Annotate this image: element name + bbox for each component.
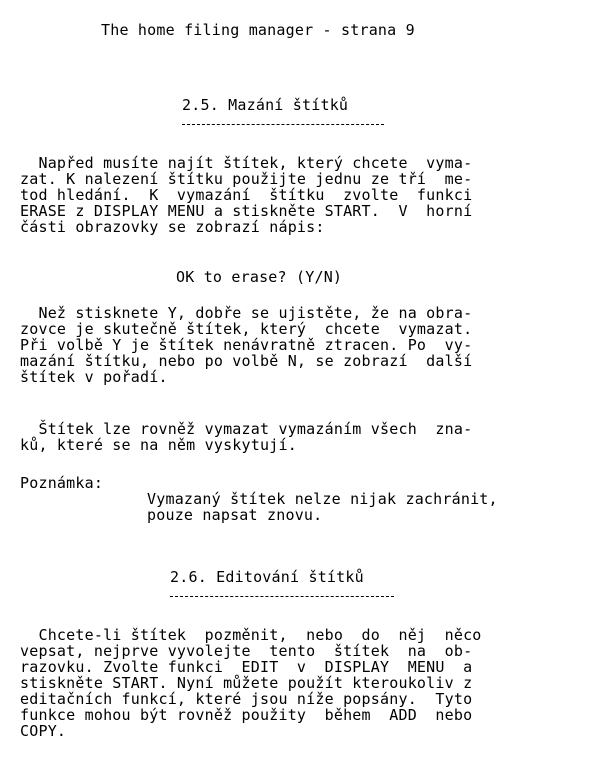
text-line: Než stisknete Y, dobře se ujistěte, že na obra- [20, 304, 473, 322]
section-title-2-6: 2.6. Editování štítků [170, 568, 364, 586]
text-line: editačních funkcí, které jsou níže popsány. Tyto [20, 690, 473, 708]
text-line: stiskněte START. Nyní můžete použít kteroukoliv z [20, 674, 473, 692]
text-line: zovce je skutečně štítek, který chcete vymazat. [20, 320, 473, 338]
section-title-2-5: 2.5. Mazání štítků [182, 96, 349, 114]
text-line: zat. K nalezení štítku použijte jednu ze tří me- [20, 170, 473, 188]
text-line: COPY. [20, 722, 67, 740]
text-line: vepsat, nejprve vyvolejte tento štítek na ob- [20, 642, 473, 660]
erase-prompt: OK to erase? (Y/N) [176, 268, 343, 286]
text-line: pouze napsat znovu. [147, 506, 323, 524]
text-line: štítek v pořadí. [20, 368, 168, 386]
text-line: Vymazaný štítek nelze nijak zachránit, [147, 490, 498, 508]
note-label: Poznámka: [20, 474, 104, 492]
text-line: Napřed musíte najít štítek, který chcete vyma- [20, 154, 473, 172]
text-line: razovku. Zvolte funkci EDIT v DISPLAY MENU a [20, 658, 473, 676]
text-line: mazání štítku, nebo po volbě N, se zobrazí další [20, 352, 473, 370]
page-header: The home filing manager - strana 9 [101, 21, 415, 39]
section-title-underline [182, 124, 384, 125]
text-line: Při volbě Y je štítek nenávratně ztracen. Po vy- [20, 336, 473, 354]
text-line: Štítek lze rovněž vymazat vymazáním všech zna- [20, 420, 473, 438]
text-line: ků, které se na něm vyskytují. [20, 436, 297, 454]
text-line: části obrazovky se zobrazí nápis: [20, 218, 325, 236]
text-line: Chcete-li štítek pozměnit, nebo do něj něco [20, 626, 482, 644]
text-line: funkce mohou být rovněž použity během ADD nebo [20, 706, 473, 724]
text-line: tod hledání. K vymazání štítku zvolte funkci [20, 186, 473, 204]
text-line: ERASE z DISPLAY MENU a stiskněte START. V horní [20, 202, 473, 220]
section-title-underline [170, 596, 394, 597]
